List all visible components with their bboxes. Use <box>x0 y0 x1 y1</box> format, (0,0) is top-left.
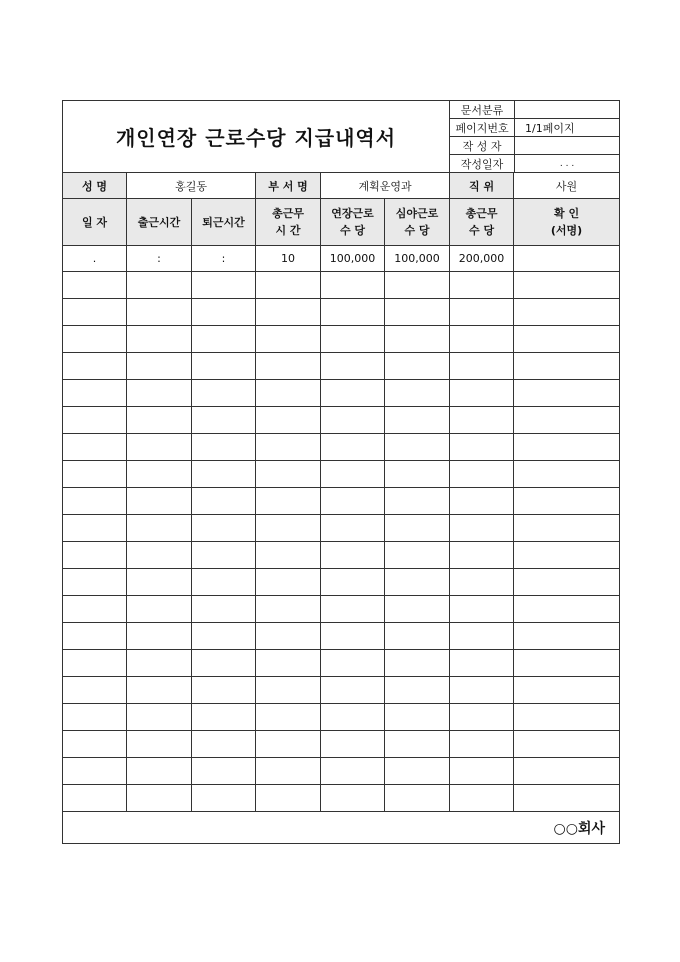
cell-confirm[interactable] <box>514 488 620 515</box>
cell-confirm[interactable] <box>514 542 620 569</box>
cell-total[interactable] <box>450 461 514 488</box>
cell-night[interactable] <box>385 758 450 785</box>
cell-date[interactable] <box>63 542 127 569</box>
col-checkout: 퇴근시간 <box>192 199 256 246</box>
cell-confirm[interactable] <box>514 246 620 272</box>
cell-checkout[interactable] <box>192 758 256 785</box>
cell-hours[interactable] <box>256 569 321 596</box>
cell-checkout[interactable] <box>192 677 256 704</box>
cell-total[interactable] <box>450 488 514 515</box>
cell-night[interactable] <box>385 326 450 353</box>
meta-value-page: 1/1페이지 <box>515 119 620 137</box>
cell-date[interactable] <box>63 569 127 596</box>
cell-night[interactable] <box>385 650 450 677</box>
cell-checkout[interactable] <box>192 569 256 596</box>
table-row <box>63 434 620 461</box>
cell-checkout[interactable] <box>192 704 256 731</box>
cell-checkout[interactable] <box>192 596 256 623</box>
table-row <box>63 569 620 596</box>
cell-total[interactable] <box>450 623 514 650</box>
cell-total[interactable] <box>450 542 514 569</box>
cell-night[interactable] <box>385 353 450 380</box>
table-row <box>63 353 620 380</box>
table-row <box>63 246 620 272</box>
cell-checkout[interactable] <box>192 731 256 758</box>
cell-date[interactable] <box>63 407 127 434</box>
cell-checkout[interactable] <box>192 434 256 461</box>
cell-night[interactable] <box>385 704 450 731</box>
table-row <box>63 515 620 542</box>
cell-hours[interactable] <box>256 299 321 326</box>
cell-confirm[interactable] <box>514 785 620 812</box>
cell-total[interactable]: 200,000 <box>450 246 514 272</box>
cell-confirm[interactable] <box>514 299 620 326</box>
cell-checkin[interactable] <box>127 461 192 488</box>
cell-checkin[interactable] <box>127 677 192 704</box>
cell-checkout[interactable] <box>192 623 256 650</box>
cell-checkout[interactable] <box>192 272 256 299</box>
document-title: 개인연장 근로수당 지급내역서 <box>63 101 450 173</box>
cell-hours[interactable] <box>256 731 321 758</box>
cell-overtime[interactable] <box>321 326 385 353</box>
cell-checkin[interactable] <box>127 380 192 407</box>
table-row <box>63 758 620 785</box>
cell-overtime[interactable] <box>321 677 385 704</box>
cell-total[interactable] <box>450 326 514 353</box>
cell-overtime[interactable] <box>321 569 385 596</box>
cell-checkin[interactable] <box>127 731 192 758</box>
cell-total[interactable] <box>450 785 514 812</box>
cell-confirm[interactable] <box>514 434 620 461</box>
table-row <box>63 407 620 434</box>
main-table <box>62 172 620 844</box>
cell-checkin[interactable] <box>127 623 192 650</box>
cell-hours[interactable] <box>256 542 321 569</box>
cell-hours[interactable] <box>256 434 321 461</box>
table-row <box>63 461 620 488</box>
cell-checkout[interactable] <box>192 407 256 434</box>
meta-label-date: 작성일자 <box>450 155 515 173</box>
cell-hours[interactable] <box>256 407 321 434</box>
cell-confirm[interactable] <box>514 623 620 650</box>
cell-total[interactable] <box>450 596 514 623</box>
table-row <box>63 785 620 812</box>
cell-confirm[interactable] <box>514 407 620 434</box>
cell-checkin[interactable] <box>127 272 192 299</box>
cell-checkin[interactable] <box>127 515 192 542</box>
cell-checkin[interactable] <box>127 758 192 785</box>
cell-total[interactable] <box>450 299 514 326</box>
cell-hours[interactable] <box>256 380 321 407</box>
cell-checkout[interactable] <box>192 785 256 812</box>
cell-date[interactable] <box>63 461 127 488</box>
table-row <box>63 677 620 704</box>
cell-hours[interactable] <box>256 515 321 542</box>
cell-overtime[interactable] <box>321 650 385 677</box>
cell-checkin[interactable] <box>127 434 192 461</box>
cell-confirm[interactable] <box>514 596 620 623</box>
cell-overtime[interactable] <box>321 542 385 569</box>
cell-night[interactable] <box>385 677 450 704</box>
cell-hours[interactable] <box>256 704 321 731</box>
col-total-hours: 총근무 시 간 <box>256 199 321 246</box>
cell-night[interactable] <box>385 461 450 488</box>
cell-overtime[interactable] <box>321 353 385 380</box>
cell-confirm[interactable] <box>514 731 620 758</box>
cell-overtime[interactable] <box>321 299 385 326</box>
cell-date[interactable] <box>63 353 127 380</box>
cell-checkout[interactable]: : <box>192 246 256 272</box>
cell-checkout[interactable] <box>192 515 256 542</box>
cell-hours[interactable] <box>256 461 321 488</box>
cell-hours[interactable] <box>256 758 321 785</box>
cell-total[interactable] <box>450 434 514 461</box>
cell-date[interactable] <box>63 299 127 326</box>
cell-overtime[interactable] <box>321 731 385 758</box>
dept-label: 부 서 명 <box>256 173 321 199</box>
cell-date[interactable]: . <box>63 246 127 272</box>
cell-overtime[interactable] <box>321 785 385 812</box>
cell-checkin[interactable] <box>127 407 192 434</box>
cell-total[interactable] <box>450 515 514 542</box>
cell-total[interactable] <box>450 677 514 704</box>
cell-checkout[interactable] <box>192 380 256 407</box>
col-date: 일 자 <box>63 199 127 246</box>
cell-checkout[interactable] <box>192 326 256 353</box>
cell-night[interactable] <box>385 272 450 299</box>
cell-night[interactable]: 100,000 <box>385 246 450 272</box>
cell-overtime[interactable] <box>321 461 385 488</box>
table-row <box>63 623 620 650</box>
cell-overtime[interactable] <box>321 758 385 785</box>
cell-overtime[interactable] <box>321 407 385 434</box>
dept-value[interactable]: 계획운영과 <box>321 173 450 199</box>
cell-total[interactable] <box>450 650 514 677</box>
cell-overtime[interactable] <box>321 380 385 407</box>
cell-hours[interactable] <box>256 623 321 650</box>
cell-hours[interactable] <box>256 650 321 677</box>
cell-total[interactable] <box>450 353 514 380</box>
cell-date[interactable] <box>63 677 127 704</box>
table-row <box>63 380 620 407</box>
table-row <box>63 299 620 326</box>
cell-confirm[interactable] <box>514 677 620 704</box>
cell-hours[interactable] <box>256 488 321 515</box>
cell-confirm[interactable] <box>514 515 620 542</box>
cell-date[interactable] <box>63 596 127 623</box>
cell-hours[interactable] <box>256 326 321 353</box>
cell-checkin[interactable] <box>127 353 192 380</box>
cell-checkin[interactable] <box>127 542 192 569</box>
cell-date[interactable] <box>63 650 127 677</box>
meta-value-category[interactable] <box>515 101 620 119</box>
cell-checkin[interactable] <box>127 785 192 812</box>
table-row <box>63 488 620 515</box>
position-value[interactable]: 사원 <box>514 173 620 199</box>
cell-night[interactable] <box>385 542 450 569</box>
cell-confirm[interactable] <box>514 272 620 299</box>
cell-date[interactable] <box>63 515 127 542</box>
cell-date[interactable] <box>63 326 127 353</box>
cell-date[interactable] <box>63 380 127 407</box>
name-label: 성 명 <box>63 173 127 199</box>
cell-total[interactable] <box>450 704 514 731</box>
cell-total[interactable] <box>450 272 514 299</box>
cell-hours[interactable] <box>256 596 321 623</box>
table-row <box>63 650 620 677</box>
cell-overtime[interactable] <box>321 488 385 515</box>
cell-confirm[interactable] <box>514 569 620 596</box>
cell-total[interactable] <box>450 569 514 596</box>
cell-hours[interactable] <box>256 677 321 704</box>
table-row <box>63 596 620 623</box>
cell-total[interactable] <box>450 758 514 785</box>
cell-date[interactable] <box>63 488 127 515</box>
col-night-pay: 심야근로 수 당 <box>385 199 450 246</box>
meta-label-page: 페이지번호 <box>450 119 515 137</box>
cell-confirm[interactable] <box>514 650 620 677</box>
cell-confirm[interactable] <box>514 704 620 731</box>
cell-total[interactable] <box>450 407 514 434</box>
meta-label-author: 작 성 자 <box>450 137 515 155</box>
cell-checkin[interactable] <box>127 488 192 515</box>
cell-night[interactable] <box>385 731 450 758</box>
cell-night[interactable] <box>385 785 450 812</box>
cell-night[interactable] <box>385 515 450 542</box>
cell-date[interactable] <box>63 272 127 299</box>
cell-overtime[interactable] <box>321 515 385 542</box>
cell-date[interactable] <box>63 731 127 758</box>
cell-overtime[interactable] <box>321 434 385 461</box>
table-row <box>63 704 620 731</box>
position-label: 직 위 <box>450 173 514 199</box>
cell-checkin[interactable] <box>127 326 192 353</box>
cell-checkout[interactable] <box>192 353 256 380</box>
meta-value-author[interactable] <box>515 137 620 155</box>
document-sheet <box>62 100 619 844</box>
cell-confirm[interactable] <box>514 758 620 785</box>
cell-date[interactable] <box>63 623 127 650</box>
cell-checkin[interactable] <box>127 596 192 623</box>
cell-overtime[interactable] <box>321 596 385 623</box>
name-value[interactable]: 홍길동 <box>127 173 256 199</box>
cell-confirm[interactable] <box>514 353 620 380</box>
cell-checkin[interactable] <box>127 299 192 326</box>
cell-date[interactable] <box>63 704 127 731</box>
cell-checkout[interactable] <box>192 299 256 326</box>
table-row <box>63 272 620 299</box>
cell-date[interactable] <box>63 758 127 785</box>
cell-night[interactable] <box>385 380 450 407</box>
cell-checkout[interactable] <box>192 488 256 515</box>
cell-checkin[interactable] <box>127 569 192 596</box>
table-row <box>63 326 620 353</box>
cell-night[interactable] <box>385 407 450 434</box>
col-confirm: 확 인 (서명) <box>514 199 620 246</box>
cell-hours[interactable] <box>256 272 321 299</box>
cell-checkin[interactable] <box>127 650 192 677</box>
cell-checkout[interactable] <box>192 542 256 569</box>
cell-date[interactable] <box>63 434 127 461</box>
cell-night[interactable] <box>385 299 450 326</box>
col-total-pay: 총근무 수 당 <box>450 199 514 246</box>
cell-total[interactable] <box>450 380 514 407</box>
meta-label-category: 문서분류 <box>450 101 515 119</box>
cell-confirm[interactable] <box>514 326 620 353</box>
header-table <box>62 100 620 173</box>
cell-night[interactable] <box>385 623 450 650</box>
cell-confirm[interactable] <box>514 380 620 407</box>
meta-value-date[interactable]: . . . <box>515 155 620 173</box>
cell-hours[interactable] <box>256 353 321 380</box>
cell-hours[interactable]: 10 <box>256 246 321 272</box>
cell-hours[interactable] <box>256 785 321 812</box>
cell-night[interactable] <box>385 569 450 596</box>
cell-night[interactable] <box>385 488 450 515</box>
cell-overtime[interactable] <box>321 623 385 650</box>
cell-overtime[interactable] <box>321 272 385 299</box>
cell-total[interactable] <box>450 731 514 758</box>
cell-checkout[interactable] <box>192 650 256 677</box>
col-checkin: 출근시간 <box>127 199 192 246</box>
cell-checkin[interactable]: : <box>127 246 192 272</box>
table-row <box>63 542 620 569</box>
cell-checkin[interactable] <box>127 704 192 731</box>
cell-night[interactable] <box>385 596 450 623</box>
cell-checkout[interactable] <box>192 461 256 488</box>
cell-overtime[interactable] <box>321 704 385 731</box>
company-name: ○○회사 <box>63 812 620 844</box>
col-overtime-pay: 연장근로 수 당 <box>321 199 385 246</box>
cell-overtime[interactable]: 100,000 <box>321 246 385 272</box>
cell-night[interactable] <box>385 434 450 461</box>
table-row <box>63 731 620 758</box>
cell-confirm[interactable] <box>514 461 620 488</box>
cell-date[interactable] <box>63 785 127 812</box>
